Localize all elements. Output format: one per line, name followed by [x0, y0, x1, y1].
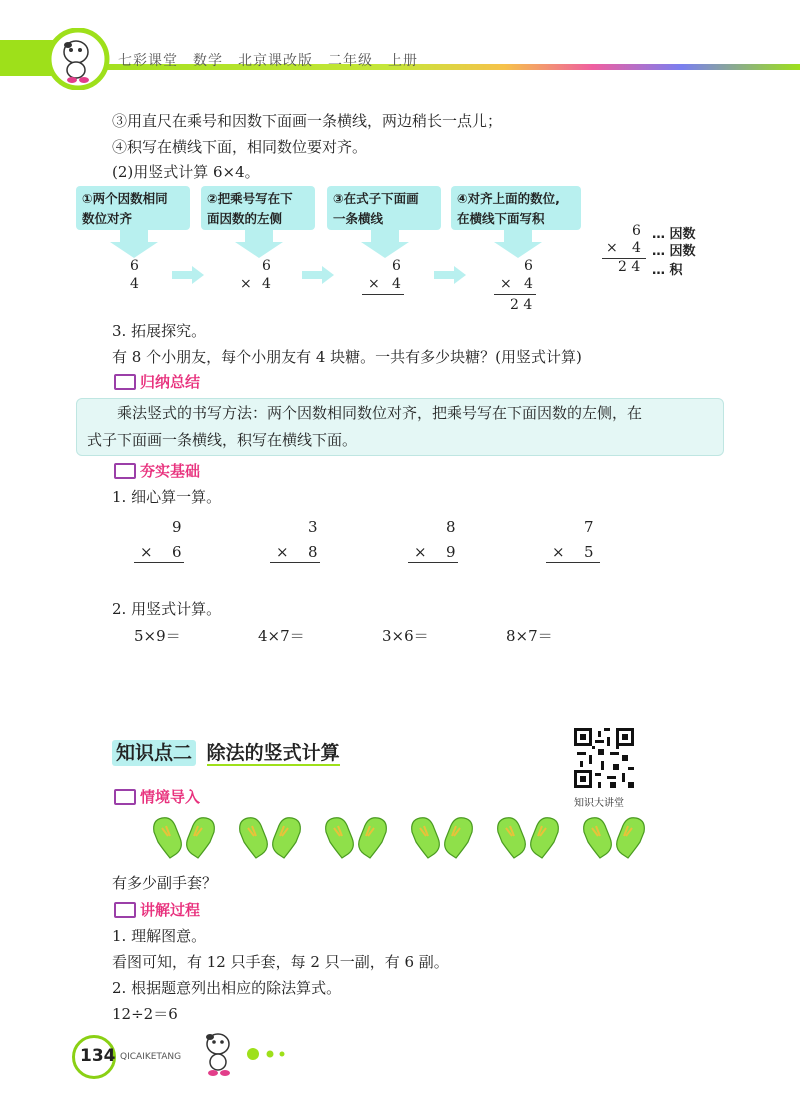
q2-item-3: 3×6＝	[382, 627, 429, 645]
glove-pair-icon	[408, 814, 476, 860]
flow-box-1-line2: 数位对齐	[82, 211, 133, 226]
explain-equation: 12÷2＝6	[112, 1005, 178, 1023]
knowledge-point-badge: 知识点二	[112, 740, 196, 766]
explain-step1-text: 看图可知，有 12 只手套，每 2 只一副，有 6 副。	[112, 953, 449, 971]
legend-product: 2 4	[618, 259, 641, 275]
q1-item3-bottom: 9	[446, 543, 456, 561]
decorative-dots-icon	[246, 1046, 296, 1062]
flow-box-3	[327, 186, 441, 230]
summary-tag: 归纳总结	[140, 373, 201, 391]
legend-mid-label: … 因数	[652, 244, 696, 259]
summary-line-1: 乘法竖式的书写方法：两个因数相同数位对齐，把乘号写在下面因数的左侧，在	[87, 404, 643, 422]
q1-item4-rule	[546, 562, 600, 563]
calc4-times: ×	[500, 276, 512, 292]
q1-item1-times: ×	[140, 543, 153, 561]
right-arrow-icon	[302, 266, 334, 284]
calc3-top: 6	[392, 258, 401, 274]
step-4-text: ④积写在横线下面，相同数位要对齐。	[112, 138, 368, 156]
down-arrow-icon	[494, 230, 542, 258]
scenario-question: 有多少副手套？	[112, 874, 218, 892]
down-arrow-icon	[110, 230, 158, 258]
tag-icon	[114, 374, 136, 390]
calc4-bottom: 4	[524, 276, 533, 292]
knowledge-point-title	[112, 738, 340, 765]
flow-box-4-line1: ④对齐上面的数位,	[457, 191, 560, 206]
legend-bottom-label: … 积	[652, 263, 683, 278]
q1-item4-bottom: 5	[584, 543, 594, 561]
q2-item-4: 8×7＝	[506, 627, 553, 645]
calc4-rule	[494, 294, 536, 295]
flow-box-2-line2: 面因数的左侧	[207, 211, 283, 226]
glove-pair-icon	[494, 814, 562, 860]
calc2-bottom: 4	[262, 276, 271, 292]
q2-item-1: 5×9＝	[134, 627, 181, 645]
calc3-rule	[362, 294, 404, 295]
legend-top-label: … 因数	[652, 227, 696, 242]
tag-icon	[114, 789, 136, 805]
practice-q2-heading: 2. 用竖式计算。	[112, 600, 222, 618]
q1-item4-top: 7	[584, 518, 594, 536]
q1-item2-top: 3	[308, 518, 318, 536]
mascot-icon	[44, 28, 114, 90]
flow-box-4-line2: 在横线下面写积	[457, 211, 545, 226]
mascot-icon	[198, 1028, 240, 1080]
q1-item1-top: 9	[172, 518, 182, 536]
q1-item3-top: 8	[446, 518, 456, 536]
down-arrow-icon	[361, 230, 409, 258]
down-arrow-icon	[235, 230, 283, 258]
step-3-text: ③用直尺在乘号和因数下面画一条横线，两边稍长一点儿；	[112, 112, 503, 130]
q1-item4-times: ×	[552, 543, 565, 561]
practice-q1-heading: 1. 细心算一算。	[112, 488, 222, 506]
scenario-tag: 情境导入	[140, 788, 201, 806]
explain-step2: 2. 根据题意列出相应的除法算式。	[112, 979, 342, 997]
flow-box-3-line1: ③在式子下面画	[333, 191, 419, 206]
explore-question: 有 8 个小朋友，每个小朋友有 4 块糖。一共有多少块糖？(用竖式计算)	[112, 348, 582, 366]
q1-item2-times: ×	[276, 543, 289, 561]
qr-code-icon[interactable]	[574, 728, 634, 788]
q1-item1-rule	[134, 562, 184, 563]
flow-box-2-line1: ②把乘号写在下	[207, 191, 293, 206]
legend-times: ×	[606, 240, 618, 256]
right-arrow-icon	[434, 266, 466, 284]
calc3-bottom: 4	[392, 276, 401, 292]
tag-icon	[114, 902, 136, 918]
calc4-product: 2 4	[510, 297, 533, 313]
glove-pair-icon	[150, 814, 218, 860]
explore-heading: 3. 拓展探究。	[112, 322, 207, 340]
calc2-top: 6	[262, 258, 271, 274]
q2-item-2: 4×7＝	[258, 627, 305, 645]
footer-brand: QICAIKETANG	[120, 1052, 182, 1062]
flow-box-1	[76, 186, 190, 230]
flow-box-1-line1: ①两个因数相同	[82, 191, 168, 206]
calc3-times: ×	[368, 276, 380, 292]
calc4-top: 6	[524, 258, 533, 274]
page-number: 134	[80, 1046, 116, 1066]
practice-tag: 夯实基础	[140, 462, 201, 480]
header-title: 七彩课堂 数学 北京课改版 二年级 上册	[118, 53, 418, 69]
flow-box-3-line2: 一条横线	[333, 211, 384, 226]
calc1-top: 6	[130, 258, 139, 274]
flow-box-4	[451, 186, 581, 230]
legend-top: 6	[632, 223, 641, 239]
q1-item1-bottom: 6	[172, 543, 182, 561]
explain-step1: 1. 理解图意。	[112, 927, 207, 945]
tag-icon	[114, 463, 136, 479]
q1-item3-rule	[408, 562, 458, 563]
right-arrow-icon	[172, 266, 204, 284]
summary-box	[76, 398, 724, 456]
glove-pair-icon	[236, 814, 304, 860]
qr-caption: 知识大讲堂	[574, 798, 624, 809]
glove-pair-icon	[580, 814, 648, 860]
q1-item2-rule	[270, 562, 320, 563]
explain-tag: 讲解过程	[140, 901, 201, 919]
calc2-times: ×	[240, 276, 252, 292]
q1-item3-times: ×	[414, 543, 427, 561]
part-2-text: (2)用竖式计算 6×4。	[112, 163, 260, 181]
summary-line-2: 式子下面画一条横线，积写在横线下面。	[87, 431, 358, 449]
knowledge-point-name: 除法的竖式计算	[206, 742, 340, 764]
flow-box-2	[201, 186, 315, 230]
q1-item2-bottom: 8	[308, 543, 318, 561]
legend-bottom: 4	[632, 240, 641, 256]
calc1-bottom: 4	[130, 276, 139, 292]
glove-pair-icon	[322, 814, 390, 860]
